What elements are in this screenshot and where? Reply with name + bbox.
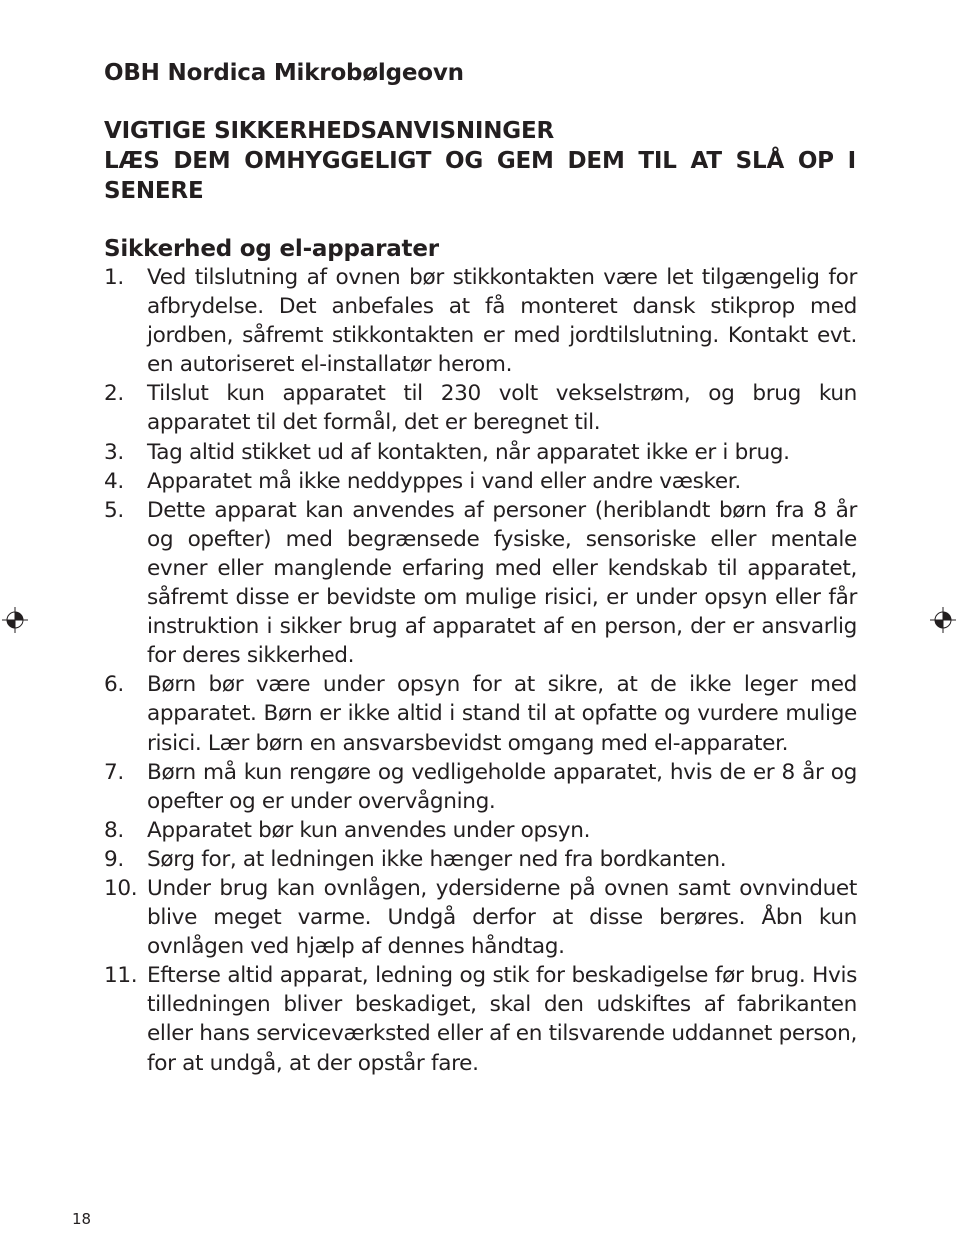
item-number: 4. [104, 468, 124, 494]
item-number: 11. [104, 963, 138, 989]
item-text: Sørg for, at ledningen ikke hænger ned fra bordkanten. [147, 846, 727, 872]
list-item [104, 816, 857, 845]
item-number: 1. [104, 265, 124, 290]
item-text: Dette apparat kan anvendes af personer (heriblandt børn fra 8 år og opefter) med begrænsede fysiske, sensoriske eller mentale evner eller manglende erfaring med eller kendskab til apparatet, såfremt disse er bevidste om mulige risici, er under opsyn eller får instruktion i sikker brug af apparatet af en person, der er ansvarlig for deres sikkerhed. [147, 497, 857, 669]
warning-line-1: VIGTIGE SIKKERHEDSANVISNINGER [104, 118, 555, 144]
item-number: 6. [104, 672, 124, 698]
list-item [104, 845, 857, 874]
item-text: Efterse altid apparat, ledning og stik for beskadigelse før brug. Hvis tilledningen bliver beskadiget, skal den udskiftes af fabrikanten eller hans serviceværksted eller af en tilsvarende uddannet person, for at undgå, at der opstår fare. [147, 963, 857, 1076]
item-number: 5. [104, 497, 124, 523]
item-number: 2. [104, 381, 124, 407]
list-item [104, 467, 857, 496]
item-text: Tag altid stikket ud af kontakten, når apparatet ikke er i brug. [147, 439, 790, 465]
warning-line-2: LÆS DEM OMHYGGELIGT OG GEM DEM TIL AT SLÅ OP I SENERE [104, 148, 856, 204]
safety-instructions-list [104, 263, 857, 1078]
list-item [104, 874, 857, 961]
registration-mark-left-icon [2, 607, 28, 633]
page-number: 18 [72, 1210, 92, 1228]
item-text: Apparatet må ikke neddyppes i vand eller andre væsker. [147, 468, 741, 494]
item-text: Børn må kun rengøre og vedligeholde apparatet, hvis de er 8 år og opefter og er under overvågning. [147, 759, 857, 814]
list-item [104, 961, 857, 1077]
item-number: 8. [104, 817, 124, 843]
safety-warning-heading [104, 116, 856, 206]
list-item [104, 379, 857, 437]
item-text: Børn bør være under opsyn for at sikre, at de ikke leger med apparatet. Børn er ikke altid i stand til at opfatte og vurdere mulige risici. Lær børn en ansvarsbevidst omgang med el-apparater. [147, 672, 857, 756]
list-item [104, 438, 857, 467]
item-number: 10. [104, 875, 138, 901]
item-number: 9. [104, 846, 124, 872]
item-text: Under brug kan ovnlågen, ydersiderne på ovnen samt ovnvinduet blive meget varme. Undgå derfor at disse berøres. Åbn kun ovnlågen ved hjælp af dennes håndtag. [147, 875, 857, 960]
list-item [104, 758, 857, 816]
item-text: Ved tilslutning af ovnen bør stikkontakten være let tilgængelig for afbrydelse. Det anbefales at få monteret dansk stikprop med jordben, såfremt stikkontakten er med jordtilslutning. Kontakt evt. en autoriseret el-installatør herom. [147, 265, 857, 378]
list-item [104, 496, 857, 671]
section-heading: Sikkerhed og el-apparater [104, 236, 439, 262]
list-item [104, 670, 857, 757]
document-title: OBH Nordica Mikrobølgeovn [104, 60, 464, 86]
item-number: 7. [104, 759, 124, 785]
item-text: Tilslut kun apparatet til 230 volt vekselstrøm, og brug kun apparatet til det formål, det er beregnet til. [147, 381, 857, 436]
item-number: 3. [104, 439, 124, 465]
list-item [104, 263, 857, 379]
item-text: Apparatet bør kun anvendes under opsyn. [147, 817, 591, 843]
registration-mark-right-icon [930, 607, 956, 633]
